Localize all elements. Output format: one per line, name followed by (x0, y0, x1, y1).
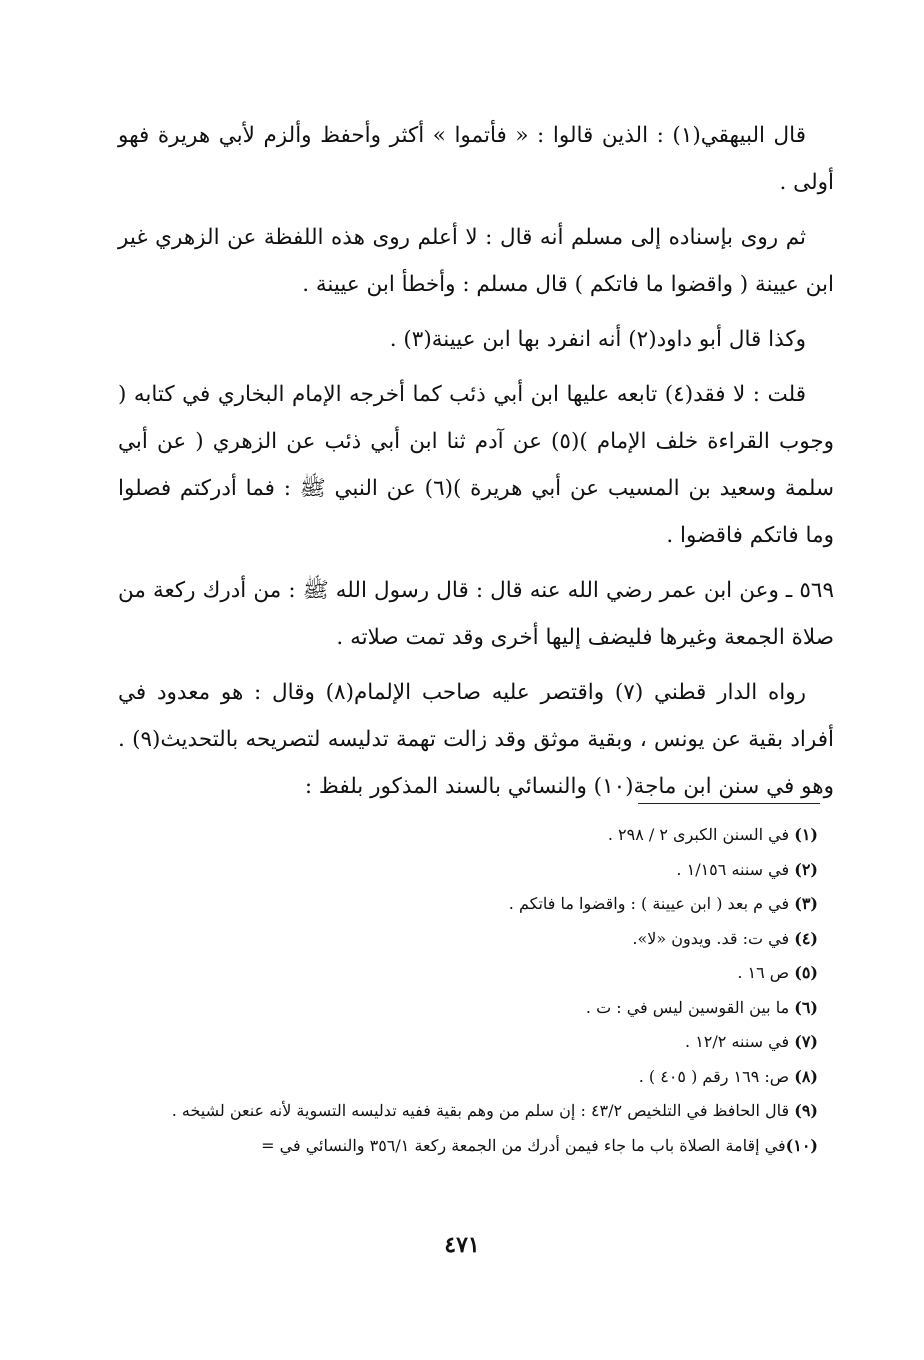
footnote: (١٠)في إقامة الصلاة باب ما جاء فيمن أدرك من الجمعة ركعة ٣٥٦/١ والنسائي في = (261, 1135, 818, 1155)
main-text (118, 112, 834, 818)
footnote: (٩) قال الحافظ في التلخيص ٤٣/٢ : إن سلم من وهم بقية ففيه تدليسه التسوية لأنه عنعن لشيخه . (171, 1101, 818, 1120)
footnote: (٢) في سننه ١/١٥٦ . (676, 859, 818, 879)
paragraph-muslim: ثم روى بإسناده إلى مسلم أنه قال : لا أعلم روى هذه اللفظة عن الزهري غير ابن عيينة ( واقضوا ما فاتكم ) قال مسلم : وأخطأ ابن عيينة . (118, 225, 834, 297)
footnote: (١) في السنن الكبرى ٢ / ٢٩٨ . (607, 825, 818, 844)
paragraph-qultu: قلت : لا فقد(٤) تابعه عليها ابن أبي ذئب كما أخرجه الإمام البخاري في كتابه ( وجوب القراءة خلف الإمام )(٥) عن آدم ثنا ابن أبي ذئب عن الزهري ( عن أبي سلمة وسعيد بن المسيب عن أبي هريرة )(٦) عن النبي ﷺ : فما أدركتم فصلوا وما فاتكم فاقضوا . (118, 382, 834, 548)
footnote: (٥) ص ١٦ . (737, 963, 818, 982)
paragraph-bayhaqi: قال البيهقي(١) : الذين قالوا : « فأتموا » أكثر وأحفظ وألزم لأبي هريرة فهو أولى . (118, 123, 834, 195)
page-number: ٤٧١ (444, 1232, 480, 1258)
paragraph-daraqutni: رواه الدار قطني (٧) واقتصر عليه صاحب الإلمام(٨) وقال : هو معدود في أفراد بقية عن يونس ، وبقية موثق وقد زالت تهمة تدليسه لتصريحه بالتحديث(٩) . وهو في سنن ابن ماجة(١٠) والنسائي بالسند المذكور بلفظ : (118, 680, 834, 799)
footnote-separator (638, 803, 820, 804)
paragraph-hadith-569: ٥٦٩ ـ وعن ابن عمر رضي الله عنه قال : قال رسول الله ﷺ : من أدرك ركعة من صلاة الجمعة وغيرها فليضف إليها أخرى وقد تمت صلاته . (118, 578, 834, 650)
footnote: (٦) ما بين القوسين ليس في : ت . (585, 997, 818, 1017)
paragraph-abu-dawud: وكذا قال أبو داود(٢) أنه انفرد بها ابن عيينة(٣) . (389, 327, 806, 352)
footnotes (118, 818, 818, 1163)
footnote: (٧) في سننه ١٢/٢ . (685, 1032, 818, 1051)
footnote: (٨) ص: ١٦٩ رقم ( ٤٠٥ ) . (638, 1066, 818, 1086)
footnote: (٣) في م بعد ( ابن عيينة ) : واقضوا ما فاتكم . (508, 894, 818, 913)
footnote: (٤) في ت: قد. ويدون «لا». (632, 928, 818, 948)
